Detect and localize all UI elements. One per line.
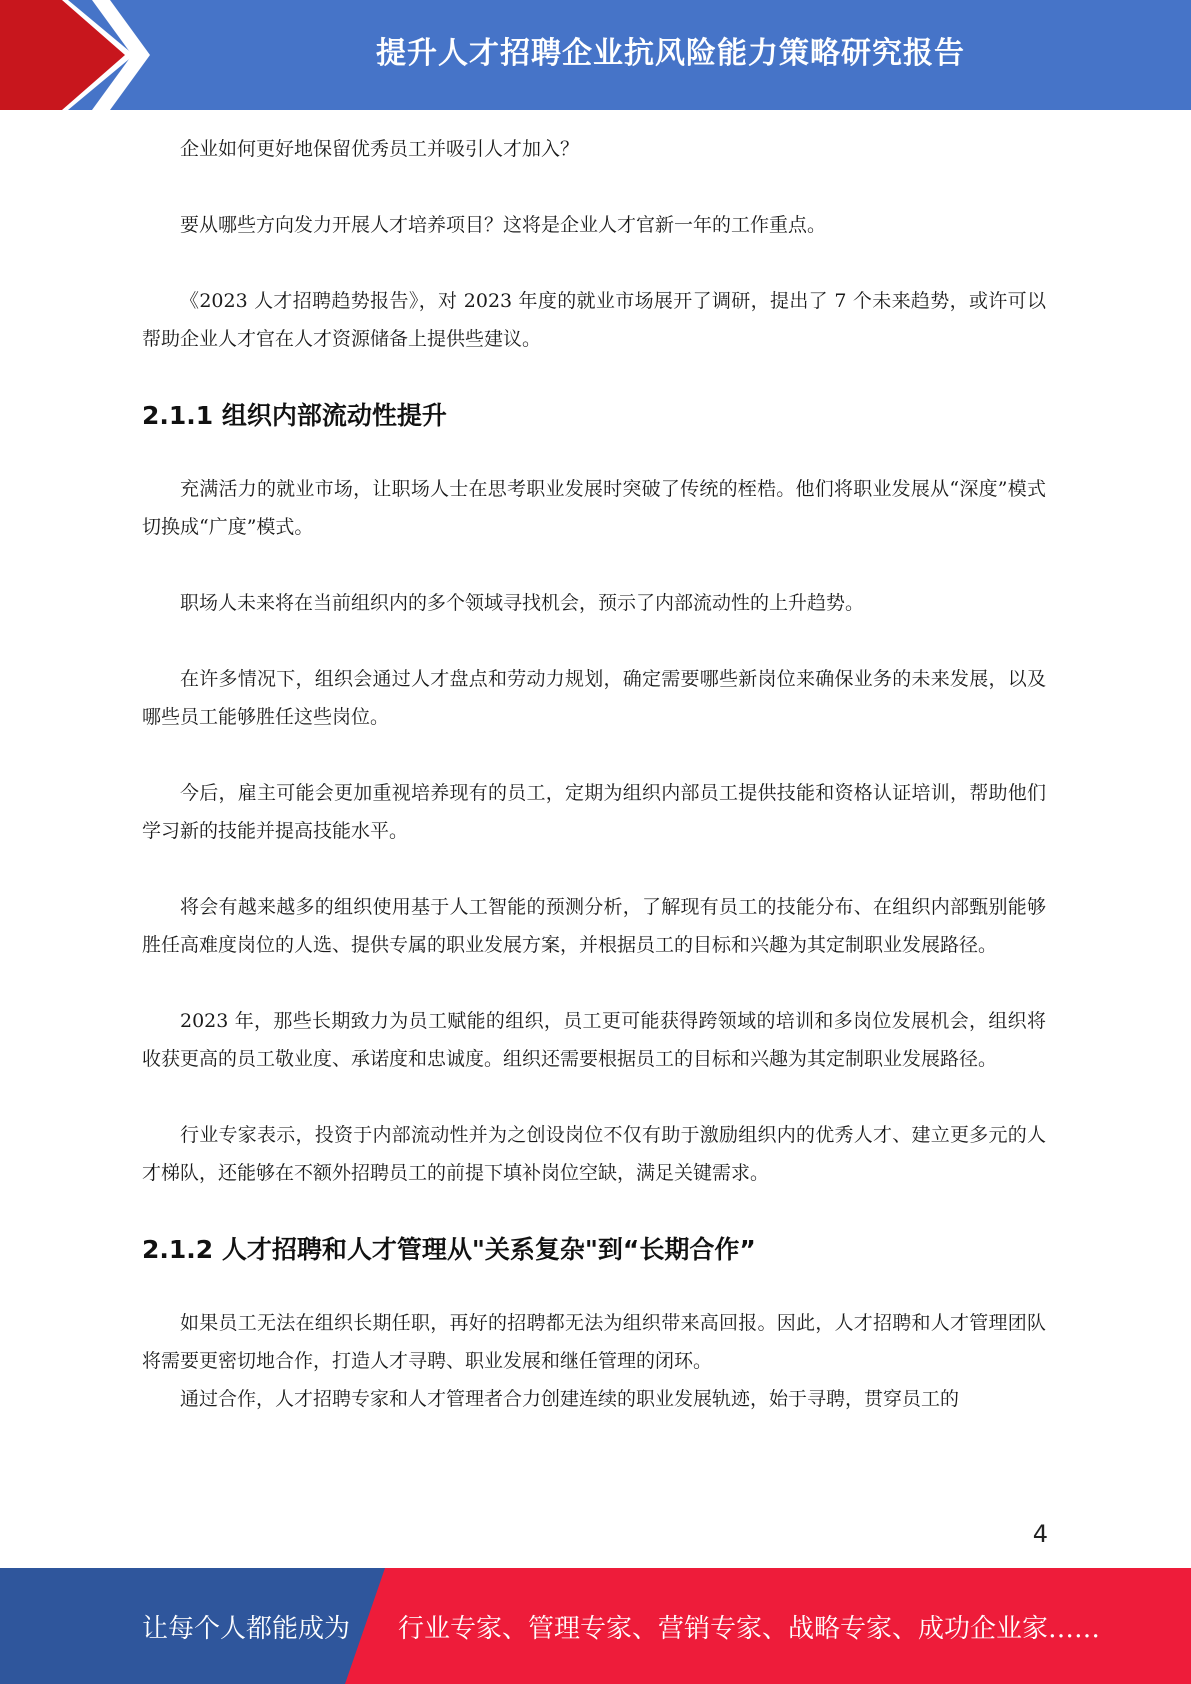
footer-slogan-left: 让每个人都能成为 (142, 1613, 351, 1644)
section1-paragraph-4: 今后，雇主可能会更加重视培养现有的员工，定期为组织内部员工提供技能和资格认证培训，帮助他们学习新的技能并提高技能水平。 (142, 782, 1046, 842)
header-banner (0, 0, 1191, 110)
intro-paragraph-3: 《2023 人才招聘趋势报告》，对 2023 年度的就业市场展开了调研，提出了 7 个未来趋势，或许可以帮助企业人才官在人才资源储备上提供些建议。 (142, 290, 1046, 350)
section2-paragraph-1: 如果员工无法在组织长期任职，再好的招聘都无法为组织带来高回报。因此，人才招聘和人才管理团队将需要更密切地合作，打造人才寻聘、职业发展和继任管理的闭环。 (142, 1312, 1046, 1372)
footer-slogan-right: 行业专家、管理专家、营销专家、战略专家、成功企业家…… (398, 1613, 1101, 1644)
header-arrow-decoration (0, 0, 150, 110)
section1-paragraph-2: 职场人未来将在当前组织内的多个领域寻找机会，预示了内部流动性的上升趋势。 (180, 592, 865, 614)
section-heading-2-1-1: 2.1.1 组织内部流动性提升 (142, 401, 447, 430)
page-number: 4 (1032, 1520, 1048, 1548)
intro-paragraph-2: 要从哪些方向发力开展人才培养项目？这将是企业人才官新一年的工作重点。 (180, 214, 827, 236)
section1-paragraph-1: 充满活力的就业市场，让职场人士在思考职业发展时突破了传统的桎梏。他们将职业发展从“深度”模式切换成“广度”模式。 (142, 478, 1046, 538)
section1-paragraph-6: 2023 年，那些长期致力为员工赋能的组织，员工更可能获得跨领域的培训和多岗位发展机会，组织将收获更高的员工敬业度、承诺度和忠诚度。组织还需要根据员工的目标和兴趣为其定制职业发展路径。 (142, 1010, 1046, 1070)
footer-banner (0, 1568, 1191, 1684)
document-body (142, 130, 1046, 1418)
section2-paragraph-2: 通过合作，人才招聘专家和人才管理者合力创建连续的职业发展轨迹，始于寻聘，贯穿员工的 (180, 1388, 960, 1410)
section-heading-2-1-2: 2.1.2 人才招聘和人才管理从"关系复杂"到“长期合作” (142, 1235, 756, 1264)
intro-paragraph-1: 企业如何更好地保留优秀员工并吸引人才加入？ (180, 138, 580, 160)
document-title: 提升人才招聘企业抗风险能力策略研究报告 (376, 36, 965, 71)
section1-paragraph-3: 在许多情况下，组织会通过人才盘点和劳动力规划，确定需要哪些新岗位来确保业务的未来发展，以及哪些员工能够胜任这些岗位。 (142, 668, 1046, 728)
section1-paragraph-7: 行业专家表示，投资于内部流动性并为之创设岗位不仅有助于激励组织内的优秀人才、建立更多元的人才梯队，还能够在不额外招聘员工的前提下填补岗位空缺，满足关键需求。 (142, 1124, 1046, 1184)
section1-paragraph-5: 将会有越来越多的组织使用基于人工智能的预测分析，了解现有员工的技能分布、在组织内部甄别能够胜任高难度岗位的人选、提供专属的职业发展方案，并根据员工的目标和兴趣为其定制职业发展路径。 (142, 896, 1046, 956)
